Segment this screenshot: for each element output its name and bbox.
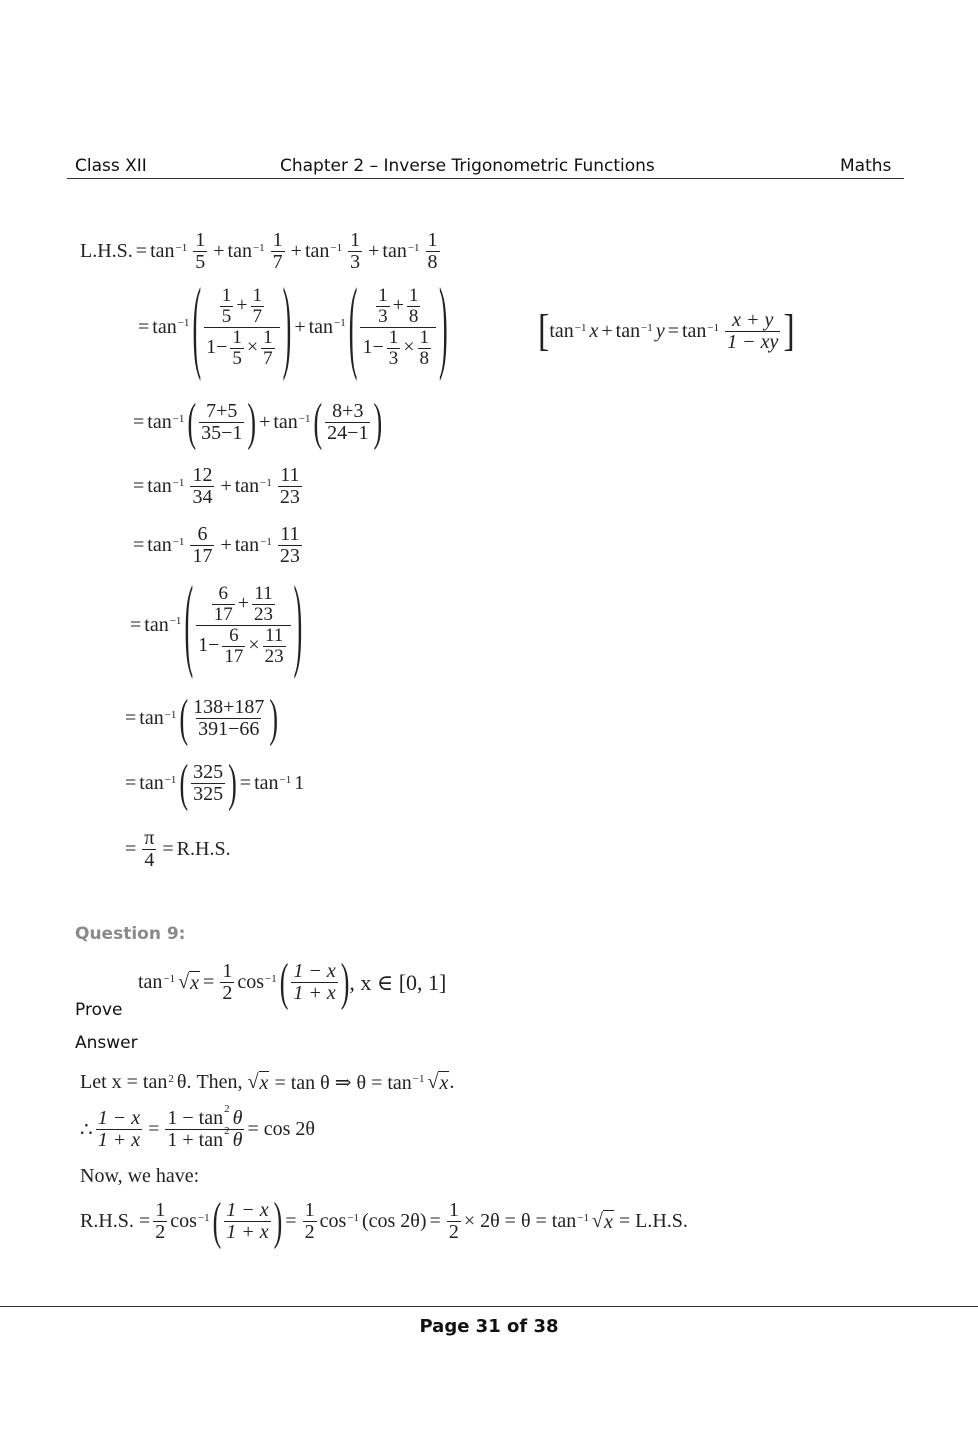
equation-line-5: = tan $^{-1}$ $\frac{6}{17}$ + tan $^{-1}$ $\frac{11}{23}$ xyxy=(133,523,300,567)
equals: = xyxy=(135,240,148,262)
right-bracket: ] xyxy=(783,306,795,355)
fraction: $\frac{1}{7}$ xyxy=(272,229,283,273)
answer-line-1: Let x = tan $^2$ θ. Then, √ x = tan θ ⇒ θ = tan $^{-1}$ √ x . xyxy=(80,1070,455,1094)
question-9-statement: tan $^{-1}$ √ x = $\frac{1}{2}$ cos $^{-1}$ ( $\frac{1 - x}{1 + x}$ ) , x ∈ [0, 1] xyxy=(138,952,447,1011)
answer-line-4: R.H.S. = $\frac{1}{2}$ cos $^{-1}$ ( $\frac{1 - x}{1 + x}$ ) = $\frac{1}{2}$ cos $^{-1}$ (cos 2θ) = $\frac{1}{2}$ × 2θ = θ = tan $^{-1}$ √ x = L.H.S. xyxy=(80,1191,688,1250)
inverse-exp: −1 xyxy=(407,241,420,254)
equation-line-2 xyxy=(135,267,448,384)
equation-line-1 xyxy=(80,230,443,273)
plus: + xyxy=(290,240,302,262)
footer-divider xyxy=(0,1306,978,1307)
equation-line-6: = tan $^{-1}$ ( $\frac{6}{17}$ + $\frac{11}{23}$ 1− $\frac{6}{17}$ × $\frac{11}{23}$ ) xyxy=(130,565,303,682)
tan: tan xyxy=(150,240,175,262)
header-divider xyxy=(67,178,904,179)
equals: = xyxy=(138,315,150,338)
identity-note: [ tan $^{-1}$ x + tan $^{-1}$ y = tan $^{-1}$ $\frac{x + y}{1 - xy}$ ] xyxy=(538,306,795,355)
fraction: $\frac{x + y}{1 - xy}$ xyxy=(727,309,779,353)
tan: tan xyxy=(382,240,407,262)
sqrt: √ x xyxy=(178,970,200,994)
fraction: $\frac{1}{3}$ xyxy=(350,229,361,273)
answer-label: Answer xyxy=(75,1033,138,1053)
tan: tan xyxy=(304,240,330,262)
plus: + xyxy=(368,240,380,262)
question-9-title: Question 9: xyxy=(75,924,186,944)
plus: + xyxy=(294,315,306,338)
compound-fraction: $\frac{1}{5}$ + $\frac{1}{7}$ 1− $\frac{1}{5}$ × $\frac{1}{7}$ xyxy=(204,286,280,369)
header-class: Class XII xyxy=(75,156,147,176)
equation-line-3: = tan $^{-1}$ ( $\frac{7+5}{35-1}$ ) + tan $^{-1}$ ( $\frac{8+3}{24-1}$ ) xyxy=(133,392,383,451)
compound-fraction: $\frac{1}{3}$ + $\frac{1}{8}$ 1− $\frac{1}{3}$ × $\frac{1}{8}$ xyxy=(360,286,436,369)
plus: + xyxy=(213,240,225,262)
tan: tan xyxy=(227,240,252,262)
inverse-exp: −1 xyxy=(175,241,188,254)
lhs-label: L.H.S. xyxy=(80,240,133,262)
header-subject: Maths xyxy=(840,156,892,176)
inverse-exp: −1 xyxy=(334,317,346,330)
fraction: $\frac{1}{5}$ xyxy=(195,229,206,273)
equation-line-4: = tan $^{-1}$ $\frac{12}{34}$ + tan $^{-1}$ $\frac{11}{23}$ xyxy=(133,464,300,508)
equation-line-9: = $\frac{\pi}{4}$ = R.H.S. xyxy=(125,827,231,871)
answer-line-3: Now, we have: xyxy=(80,1165,200,1187)
fraction: $\frac{1}{8}$ xyxy=(427,229,438,273)
header-chapter-title: Chapter 2 – Inverse Trigonometric Functions xyxy=(280,156,655,176)
paren-group: ( $\frac{1}{5}$ + $\frac{1}{7}$ 1− $\frac{1}{5}$ × $\frac{1}{7}$ ) xyxy=(192,267,292,384)
paren-group: ( $\frac{1}{3}$ + $\frac{1}{8}$ 1− $\frac{1}{3}$ × $\frac{1}{8}$ ) xyxy=(348,267,448,384)
answer-line-2: ∴ $\frac{1 - x}{1 + x}$ = $\frac{1 - \tan^2 \theta}{1 + \tan^2 \theta}$ = cos 2θ xyxy=(80,1103,315,1151)
tan: tan xyxy=(308,315,334,338)
inverse-exp: −1 xyxy=(330,241,343,254)
inverse-exp: −1 xyxy=(177,317,190,330)
inverse-exp: −1 xyxy=(252,241,265,254)
equation-line-8: = tan $^{-1}$ ( $\frac{325}{325}$ ) = tan $^{-1}$ 1 xyxy=(125,753,305,812)
left-bracket: [ xyxy=(538,306,550,355)
equation-line-7: = tan $^{-1}$ ( $\frac{138+187}{391-66}$ ) xyxy=(125,688,279,747)
rhs-label: R.H.S. xyxy=(176,838,231,860)
tan: tan xyxy=(152,315,177,338)
page-number: Page 31 of 38 xyxy=(419,1316,559,1337)
prove-label: Prove xyxy=(75,1000,123,1020)
